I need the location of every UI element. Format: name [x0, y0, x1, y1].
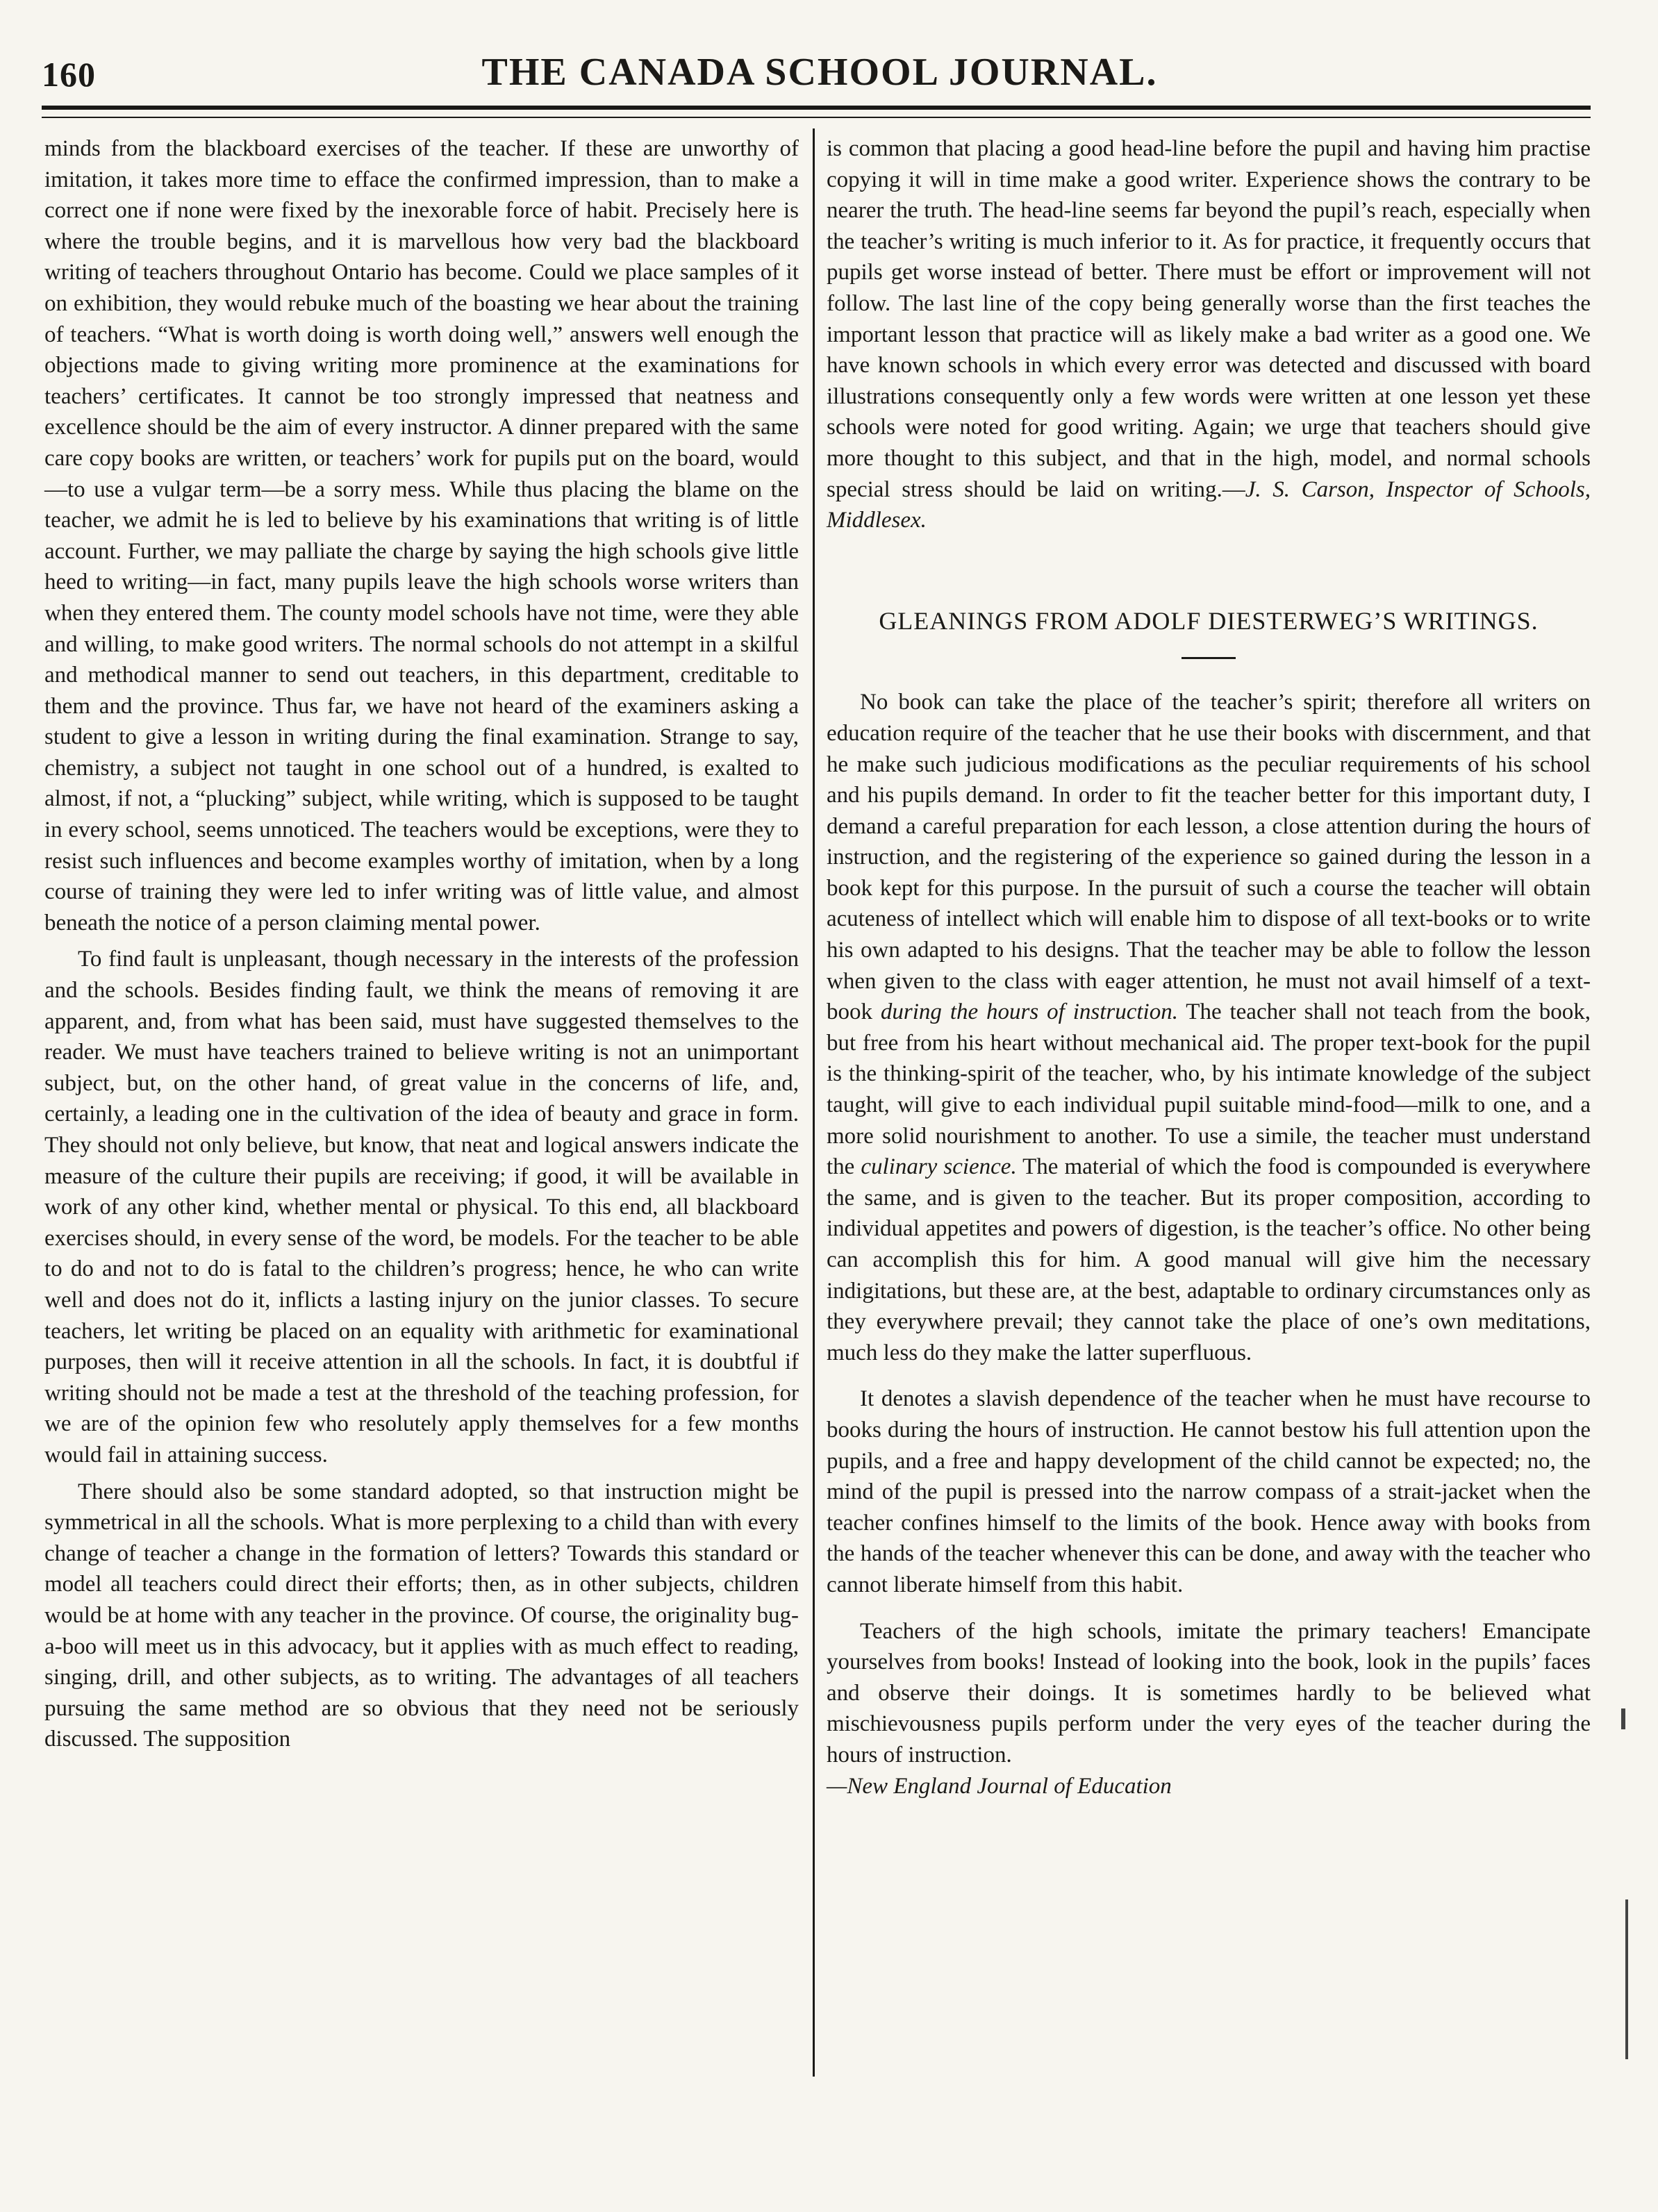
left-paragraph-3: There should also be some standard adopted, so that instruction might be symmetrical in all the schools. What is more perplexing to a child than with every change of teacher a change in the formation of letters? Towards this standard or model all teachers could direct their efforts; then, as in other subjects, children would be at home with any teacher in the province. Of course, the originality bug-a-boo will meet us in this advocacy, but it applies with as much effect to reading, singing, drill, and other subjects, as to writing. The advantages of all teachers pursuing the same method are so obvious that they need not be seriously discussed. The supposition: [44, 1479, 799, 1752]
left-column: [44, 133, 799, 1761]
p2-text-2: The teacher shall not teach from the book, but free from his heart without mechanical aid. The proper text-book for the pupil is the thinking-spirit of the teacher, who, by his intimate knowledge of the subject taught, will give to each individual pupil suitable mind-food—milk to one, and a more solid nourishment to another. To use a simile, the teacher must understand the: [827, 999, 1591, 1180]
right-paragraph-4-text: Teachers of the high schools, imitate the primary teachers! Emancipate yourselves from books! Instead of looking into the book, look in the pupils’ faces and observe their doings. It is sometimes hardly to be believed what mischievousness pupils perform under the very eyes of the teacher during the hours of instruction.: [827, 1618, 1591, 1768]
page-header: [42, 40, 1598, 103]
right-paragraph-4: [827, 1616, 1591, 1802]
right-paragraph-1-text: is common that placing a good head-line before the pupil and having him practise copying it will in time make a good writer. Experience shows the contrary to be nearer the truth. The head-line seems far beyond the pupil’s reach, especially when the teacher’s writing is much inferior to it. As for practice, it frequently occurs that pupils get worse instead of better. There must be effort or improvement will not follow. The last line of the copy being generally worse than the first teaches the important lesson that practice will as likely make a bad writer as a good one. We have known schools in which every error was detected and discussed with board illustrations consequently only a few words were written at one lesson yet these schools were noted for good writing. Again; we urge that teachers should give more thought to this subject, and that in the high, model, and normal schools special stress should be laid on writing.—: [827, 136, 1591, 502]
p2-text-3: The material of which the food is compounded is everywhere the same, and is given to the teacher. But its proper composition, according to individual appetites and powers of digestion, is the teacher’s office. No other being can accomplish this for him. A good manual will give him the necessary indigitations, but these are, at the best, adaptable to ordinary circumstances only as they everywhere prevail; they cannot take the place of one’s own meditations, much less do they make the latter superfluous.: [827, 1154, 1591, 1365]
margin-bar: [1625, 1899, 1628, 2059]
header-rule-thin: [42, 117, 1591, 118]
header-rule-thick: [42, 106, 1591, 110]
carson-signature: J. S. Carson, Inspector of Schools, Middlesex.: [827, 476, 1591, 533]
column-divider: [813, 128, 815, 2077]
journal-title: THE CANADA SCHOOL JOURNAL.: [481, 51, 1158, 94]
page-number: 160: [42, 55, 96, 94]
left-paragraph-2: To find fault is unpleasant, though necessary in the interests of the profession and the schools. Besides finding fault, we think the means of removing it are apparent, and, from what has been said, must have suggested themselves to the reader. We must have teachers trained to believe writing is not an unimportant subject, but, on the other hand, of great value in the concerns of life, and, certainly, a leading one in the cultivation of the idea of beauty and grace in form. They should not only believe, but know, that neat and logical answers indicate the measure of the culture their pupils are receiving; if good, it will be available in work of any other kind, whether mental or physical. To this end, all blackboard exercises should, in every sense of the word, be models. For the teacher to be able to do and not to do is fatal to the children’s progress; hence, he who can write well and does not do it, inflicts a lasting injury on the junior classes. To secure teachers, let writing be placed on an equality with arithmetic for examinational purposes, then will it receive attention in all the schools. In fact, it is doubtful if writing should not be made a test at the threshold of the teaching profession, for we are of the opinion few who resolutely apply themselves for a few months would fail in attaining success.: [44, 947, 799, 1467]
right-paragraph-1: [827, 133, 1591, 536]
p2-italic-2: culinary science.: [861, 1154, 1017, 1180]
journal-source-signature: —New England Journal of Education: [827, 1773, 1172, 1799]
left-paragraph-1: minds from the blackboard exercises of the teacher. If these are unworthy of imitation, it takes more time to efface the confirmed impression, than to make a correct one if none were fixed by the inexorable force of habit. Precisely here is where the trouble begins, and it is marvellous how very bad the blackboard writing of teachers throughout Ontario has become. Could we place samples of it on exhibition, they would rebuke much of the boasting we hear about the training of teachers. “What is worth doing is worth doing well,” answers well enough the objections made to giving writing more prominence at the examinations for teachers’ certificates. It cannot be too strongly impressed that neatness and excellence should be the aim of every instructor. A dinner prepared with the same care copy books are written, or teachers’ work for pupils put on the board, would—to use a vulgar term—be a sorry mess. While thus placing the blame on the teacher, we admit he is led to believe by his examinations that writing is of little account. Further, we may palliate the charge by saying the high schools give little heed to writing—in fact, many pupils leave the high schools worse writers than when they entered them. The county model schools have not time, were they able and willing, to make good writers. The normal schools do not attempt in a skilful and methodical manner to send out teachers, in this department, creditable to them and the province. Thus far, we have not heard of the examiners asking a student to give a lesson in writing during the final examination. Strange to say, chemistry, a subject not taught in one school out of a hundred, is exalted to almost, if not, a “plucking” subject, while writing, which is supposed to be taught in every school, seems unnoticed. The teachers would be exceptions, were they to resist such influences and become examples worthy of imitation, when by a long course of training they were led to infer writing was of little value, and almost beneath the notice of a person claiming mental power.: [44, 136, 799, 935]
p2-text-1: No book can take the place of the teacher’s spirit; therefore all writers on education require of the teacher that he use their books with discernment, and that he make such judicious modifications as the peculiar requirements of his school and his pupils demand. In order to fit the teacher better for this important duty, I demand a careful preparation for each lesson, a close attention during the hours of instruction, and the registering of the experience so gained during the lesson in a book kept for this purpose. In the pursuit of such a course the teacher will obtain acuteness of intellect which will enable him to dispose of all text-books or to write his own adapted to his designs. That the teacher may be able to follow the lesson when given to the class with eager attention, he must not avail himself of a text-book: [827, 690, 1591, 1025]
right-paragraph-2: [827, 687, 1591, 1368]
right-column: [827, 133, 1591, 1807]
margin-mark: [1621, 1708, 1625, 1729]
section-title: GLEANINGS FROM ADOLF DIESTERWEG’S WRITINGS.: [879, 606, 1539, 635]
p2-italic-1: during the hours of instruction.: [880, 999, 1178, 1025]
section-rule: [1182, 657, 1236, 659]
right-paragraph-3: It denotes a slavish dependence of the teacher when he must have recourse to books during the hours of instruction. He cannot bestow his full attention upon the pupils, and a free and happy development of the child cannot be expected; no, the mind of the pupil is pressed into the narrow compass of a strait-jacket when the teacher confines himself to the limits of the book. Hence away with books from the hands of the teacher whenever this can be done, and away with the teacher who cannot liberate himself from this habit.: [827, 1386, 1591, 1597]
